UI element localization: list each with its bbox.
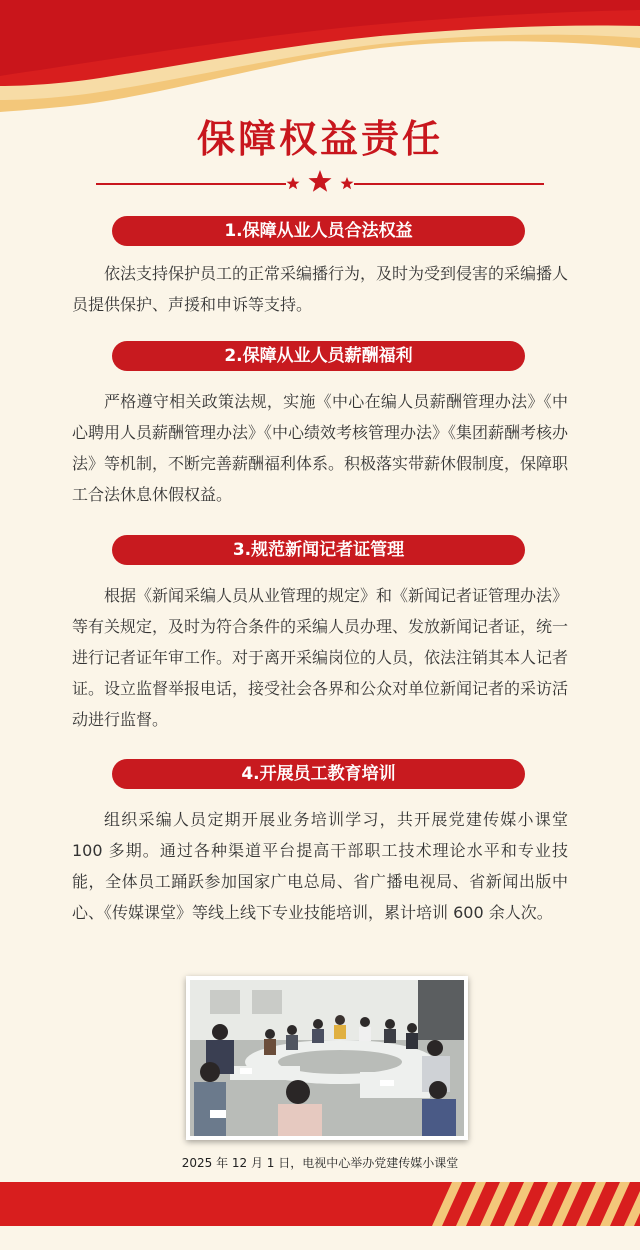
- star-icon: [309, 170, 332, 192]
- section-heading-3: 3.规范新闻记者证管理: [112, 535, 525, 565]
- section-body-4: 组织采编人员定期开展业务培训学习，共开展党建传媒小课堂 100 多期。通过各种渠道平台提高干部职工技术理论水平和专业技能，全体员工踊跃参加国家广电总局、省广播电视局、省新闻出版中心、《传媒课堂》等线上线下专业技能培训，累计培训 600 余人次。: [72, 810, 568, 922]
- title-divider: [0, 168, 640, 198]
- section-body-1: 依法支持保护员工的正常采编播行为，及时为受到侵害的采编播人员提供保护、声援和申诉等支持。: [72, 264, 569, 314]
- photo-frame: [186, 976, 468, 1140]
- star-icon: [341, 177, 354, 189]
- section-heading-4: 4.开展员工教育培训: [112, 759, 525, 789]
- star-icon: [287, 177, 300, 189]
- section-body-3: 根据《新闻采编人员从业管理的规定》和《新闻记者证管理办法》等有关规定，及时为符合条件的采编人员办理、发放新闻记者证，统一进行记者证年审工作。对于离开采编岗位的人员，依法注销其本人记者证。设立监督举报电话，接受社会各界和公众对单位新闻记者的采访活动进行监督。: [72, 586, 569, 729]
- photo-caption: 2025 年 12 月 1 日，电视中心举办党建传媒小课堂: [181, 1156, 459, 1170]
- bottom-band-decoration: [0, 1182, 640, 1250]
- section-heading-2: 2.保障从业人员薪酬福利: [112, 341, 525, 371]
- top-wave-decoration: [0, 0, 640, 120]
- section-heading-1: 1.保障从业人员合法权益: [112, 216, 525, 246]
- page-title: 保障权益责任: [196, 117, 443, 161]
- section-body-2: 严格遵守相关政策法规，实施《中心在编人员薪酬管理办法》《中心聘用人员薪酬管理办法》《中心绩效考核管理办法》《集团薪酬考核办法》等机制，不断完善薪酬福利体系。积极落实带薪休假制度，保障职工合法休息休假权益。: [72, 392, 569, 504]
- meeting-photo: [190, 980, 464, 1136]
